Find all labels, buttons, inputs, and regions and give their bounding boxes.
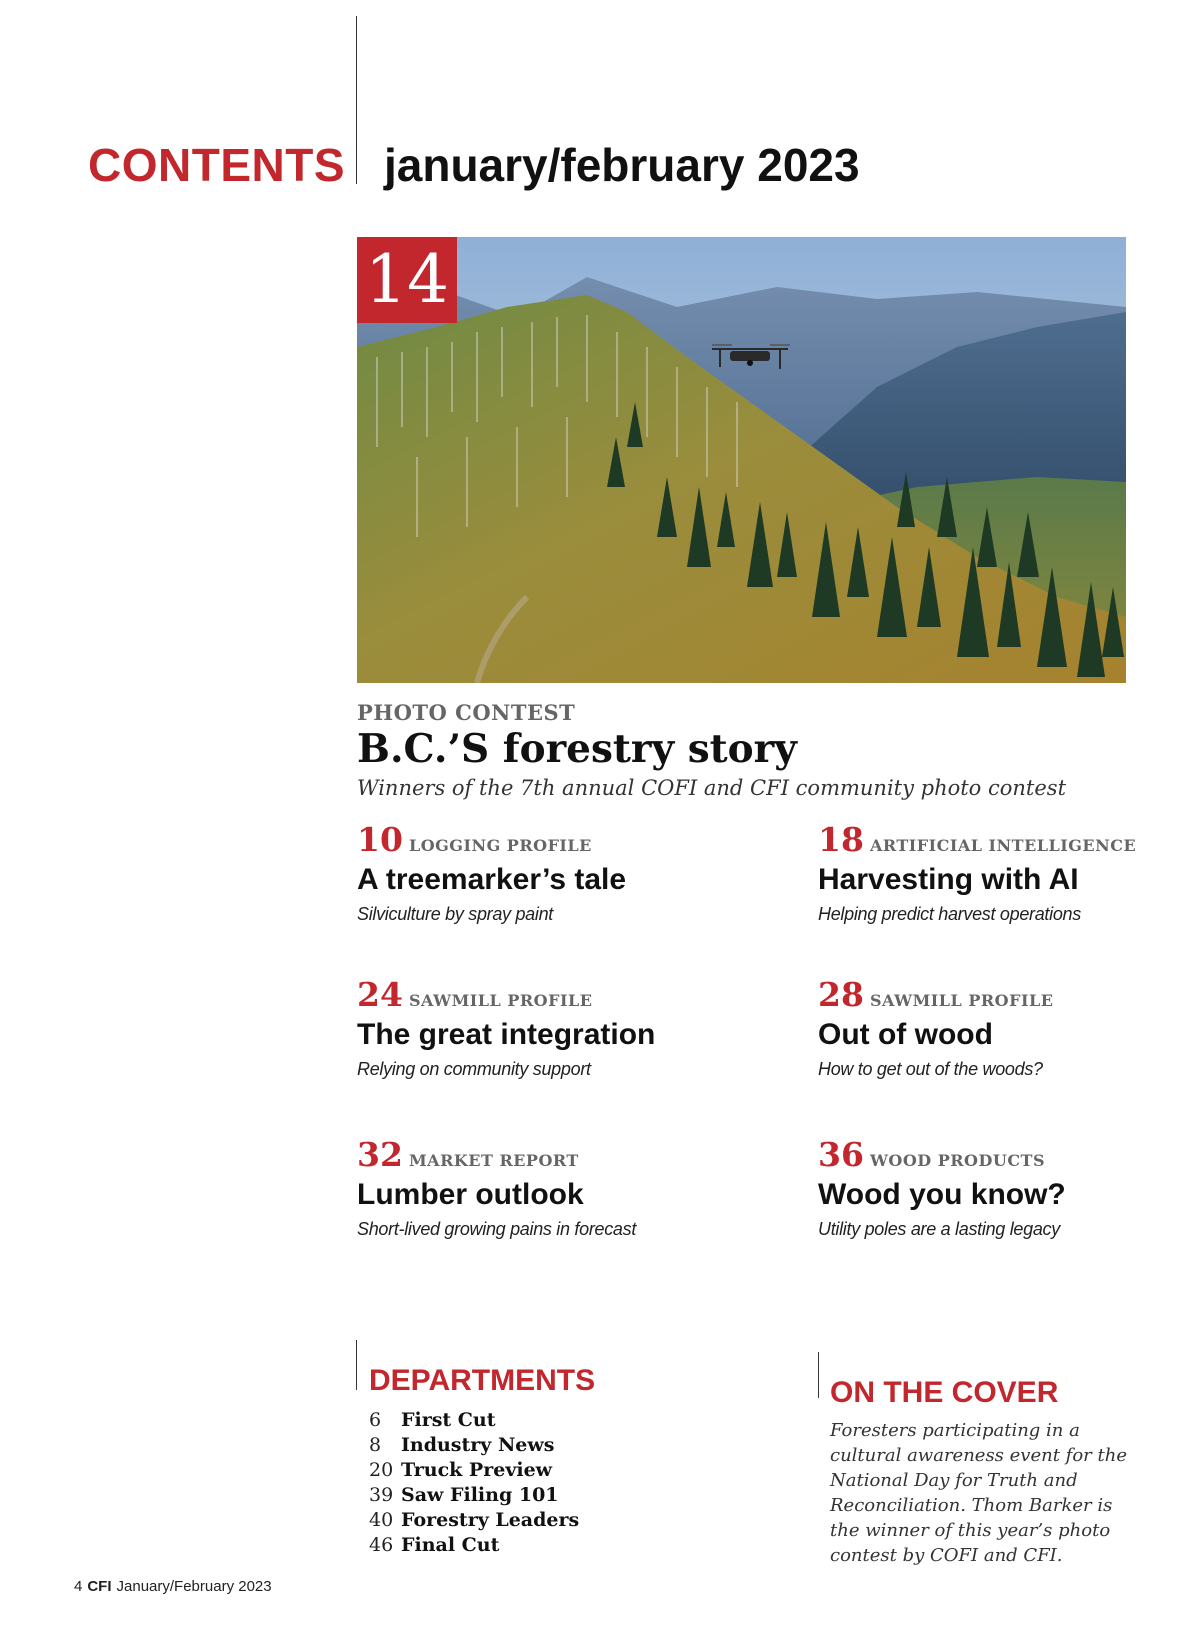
article-headline[interactable]: Wood you know? (818, 1178, 1066, 1211)
article-headline[interactable]: Out of wood (818, 1018, 993, 1051)
mountain-forest-drone-photo (357, 237, 1126, 683)
feature-title[interactable]: B.C.’S forestry story (357, 726, 797, 772)
department-name: Saw Filing 101 (401, 1484, 559, 1506)
department-page: 20 (369, 1459, 394, 1481)
article-category: LOGGING PROFILE (408, 836, 592, 855)
article-entry[interactable] (818, 975, 1200, 1080)
department-page: 46 (369, 1534, 394, 1556)
folio-issue: January/February 2023 (116, 1578, 272, 1595)
article-dek: Silviculture by spray paint (357, 903, 553, 924)
department-name: Truck Preview (401, 1459, 553, 1481)
article-dek: Short-lived growing pains in forecast (357, 1218, 637, 1239)
page-folio (74, 1578, 272, 1595)
department-item[interactable] (369, 1458, 579, 1483)
article-category: WOOD PRODUCTS (869, 1151, 1046, 1170)
department-item[interactable] (369, 1533, 579, 1558)
feature-dek: Winners of the 7th annual COFI and CFI community photo contest (357, 776, 1067, 800)
article-category: MARKET REPORT (408, 1151, 579, 1170)
department-name: Forestry Leaders (401, 1509, 580, 1531)
cover-divider (818, 1352, 819, 1398)
issue-title: january/february 2023 (384, 139, 860, 191)
article-page-number: 18 (818, 820, 864, 859)
article-entry[interactable] (357, 1135, 777, 1240)
article-headline[interactable]: A treemarker’s tale (357, 863, 627, 896)
article-dek: How to get out of the woods? (818, 1058, 1043, 1079)
folio-magazine: CFI (87, 1578, 112, 1595)
cover-description: Foresters participating in a cultural awareness event for the National Day for Truth and Reconciliation. Thom Barker is the winner of this year’s photo contest by COFI and CFI. (830, 1420, 1127, 1566)
department-item[interactable] (369, 1508, 579, 1533)
article-page-number: 28 (818, 975, 864, 1014)
article-category: SAWMILL PROFILE (408, 991, 593, 1010)
article-dek: Utility poles are a lasting legacy (818, 1218, 1060, 1239)
article-headline[interactable]: The great integration (357, 1018, 656, 1051)
cover-heading: ON THE COVER (830, 1376, 1059, 1409)
article-dek: Relying on community support (357, 1058, 591, 1079)
article-headline[interactable]: Lumber outlook (357, 1178, 584, 1211)
department-item[interactable] (369, 1433, 579, 1458)
article-page-number: 36 (818, 1135, 864, 1174)
article-page-number: 24 (357, 975, 403, 1014)
article-category: ARTIFICIAL INTELLIGENCE (869, 836, 1137, 855)
department-page: 40 (369, 1509, 394, 1531)
article-entry[interactable] (357, 820, 777, 925)
article-page-number: 32 (357, 1135, 403, 1174)
department-page: 39 (369, 1484, 394, 1506)
article-headline[interactable]: Harvesting with AI (818, 863, 1079, 896)
department-name: First Cut (401, 1409, 496, 1431)
folio-page-number: 4 (74, 1578, 83, 1595)
department-item[interactable] (369, 1483, 579, 1508)
department-page: 8 (369, 1434, 382, 1456)
article-entry[interactable] (818, 820, 1200, 925)
article-entry[interactable] (357, 975, 777, 1080)
feature-kicker: PHOTO CONTEST (357, 700, 576, 725)
contents-title: CONTENTS (88, 139, 345, 191)
department-name: Final Cut (401, 1534, 500, 1556)
hero-photo[interactable] (357, 237, 1126, 683)
header-divider (356, 16, 357, 184)
article-category: SAWMILL PROFILE (869, 991, 1054, 1010)
departments-heading: DEPARTMENTS (369, 1364, 596, 1397)
departments-list (369, 1408, 579, 1558)
departments-divider (356, 1340, 357, 1390)
department-item[interactable] (369, 1408, 579, 1433)
article-dek: Helping predict harvest operations (818, 903, 1081, 924)
department-name: Industry News (401, 1434, 555, 1456)
hero-page-number[interactable]: 14 (357, 237, 457, 323)
article-entry[interactable] (818, 1135, 1200, 1240)
department-page: 6 (369, 1409, 382, 1431)
article-page-number: 10 (357, 820, 403, 859)
